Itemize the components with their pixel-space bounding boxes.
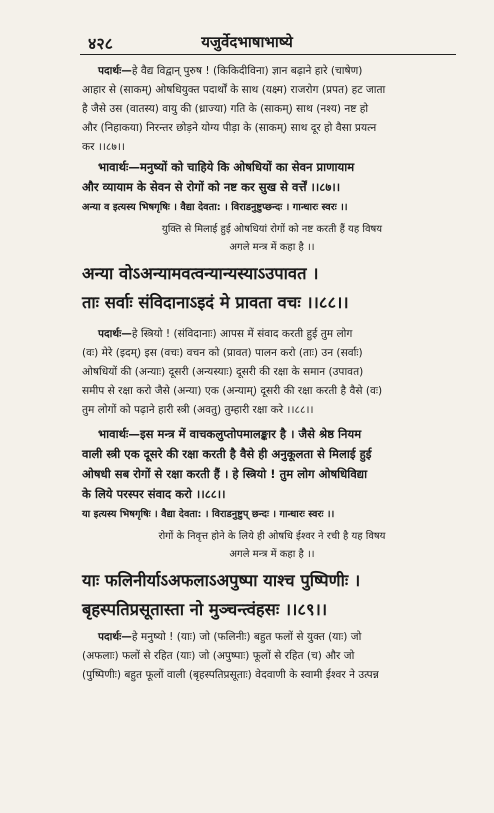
page-body (82, 62, 462, 685)
mantra-88-line2: ताः सर्वाः संविदानाऽइदं मे प्रावता वचः ।।८८।। (82, 293, 349, 312)
running-title: यजुर्वेदभाषाभाष्ये (201, 33, 293, 51)
bhavartha-88-line4: के लिये परस्पर संवाद करो ।।८८।। (82, 487, 226, 501)
padartha-88-line2: (वः) मेरे (इदम्) इस (वचः) वचन को (प्रावत) पालन करो (ताः) उन (सर्वाः) (82, 347, 363, 359)
mantra-88-line1: अन्या वोऽअन्यामवत्वन्यान्यस्याऽउपावत । (82, 264, 319, 283)
padartha-87-line5: कर ।।८७।। (82, 141, 125, 153)
mantra-88-intro-line1: युक्ति से मिलाई हुई ओषधियां रोगों को नष्ट करती हैं यह विषय (161, 224, 383, 235)
mantra-89-line1: याः फलिनीर्याऽअफलाऽअपुष्पा याश्च पुष्पिणीः । (82, 571, 361, 590)
padartha-89: पदार्थः—हे मनुष्यो ! (याः) जो (फलिनीः) बहुत फलों से युक्त (याः) जो (98, 631, 362, 643)
mantra-88-intro-line2: अगले मन्त्र में कहा है ।। (229, 242, 315, 253)
padartha-88-line3: ओषधियों की (अन्याः) दूसरी (अन्यस्याः) दूसरी की रक्षा के समान (उपावत) (82, 366, 364, 378)
padartha-label: पदार्थः— (98, 328, 132, 340)
padartha-89-line2: (अफलाः) फलों से रहित (याः) जो (अपुष्पाः) फूलों से रहित (च) और जो (82, 650, 355, 662)
page-header (0, 0, 494, 52)
page-number: ४२८ (88, 34, 113, 53)
bhavartha-88-line2: वाली स्त्री एक दूसरे की रक्षा करती है वैसे ही अनुकूलता से मिलाई हुई (82, 447, 372, 461)
mantra-89-intro-line2: अगले मन्त्र में कहा है ।। (229, 549, 315, 560)
padartha-label: पदार्थः— (98, 631, 132, 643)
bhavartha-87: भावार्थः—मनुष्यों को चाहिये कि ओषधियों का सेवन प्राणायाम (98, 160, 355, 174)
mantra-88-meta: अन्या व इत्यस्य भिषगृषिः । वैद्या देवता: । विराडनुष्टुप्छन्दः । गान्धारः स्वरः ।। (82, 202, 348, 213)
bhavartha-88: भावार्थः—इस मन्त्र में वाचकलुप्तोपमालङ्कार है । जैसे श्रेष्ठ नियम (98, 427, 362, 441)
bhavartha-88-line3: ओषधी सब रोगों से रक्षा करती हैं । हे स्त्रियो ! तुम लोग ओषधिविद्या (82, 467, 368, 481)
bhavartha-87-line2: और व्यायाम के सेवन से रोगों को नष्ट कर सुख से वर्त्तें ।।८७।। (82, 180, 341, 194)
header-rule (80, 54, 456, 55)
mantra-89-intro-line1: रोगों के निवृत्त होने के लिये ही ओषधि ईश्वर ने रची है यह विषय (158, 531, 386, 542)
padartha-88: पदार्थः—हे स्त्रियो ! (संविदानाः) आपस में संवाद करती हुई तुम लोग (98, 328, 353, 340)
bhavartha-label: भावार्थः— (98, 160, 140, 174)
mantra-89-meta: या इत्यस्य भिषगृषिः । वैद्या देवता: । विराडनुष्टुप् छन्दः । गान्धारः स्वरः ।। (82, 509, 335, 520)
padartha-87-line2: आहार से (साकम्) ओषधियुक्त पदार्थों के साथ (यक्ष्म) राजरोग (प्रपत) हट जाता (82, 84, 386, 96)
padartha-label: पदार्थः— (98, 65, 132, 77)
padartha-87: पदार्थः—हे वैद्य विद्वान् पुरुष ! (किकिदीविना) ज्ञान बढ़ाने हारे (चाषेण) (98, 65, 363, 77)
padartha-88-line4: समीप से रक्षा करो जैसे (अन्या) एक (अन्याम्) दूसरी की रक्षा करती है वैसे (वः) (82, 385, 383, 397)
padartha-87-line4: और (निहाकया) निरन्तर छोड़ने योग्य पीड़ा के (साकम्) साथ दूर हो वैसा प्रयत्न (82, 122, 377, 134)
padartha-87-line3: है जैसे उस (वातस्य) वायु की (ध्राज्या) गति के (साकम्) साथ (नश्य) नष्ट हो (82, 103, 369, 115)
mantra-89-line2: बृहस्पतिप्रसूतास्ता नो मुञ्चन्त्वंहसः ।।८९।। (82, 600, 328, 619)
bhavartha-label: भावार्थः— (98, 427, 140, 441)
padartha-89-line3: (पुष्पिणीः) बहुत फूलों वाली (बृहस्पतिप्रसूताः) वेदवाणी के स्वामी ईश्वर ने उत्पन्न (82, 669, 379, 681)
padartha-88-line5: तुम लोगों को पढ़ाने हारी स्त्री (अवतु) तुम्हारी रक्षा करे ।।८८।। (82, 404, 314, 416)
